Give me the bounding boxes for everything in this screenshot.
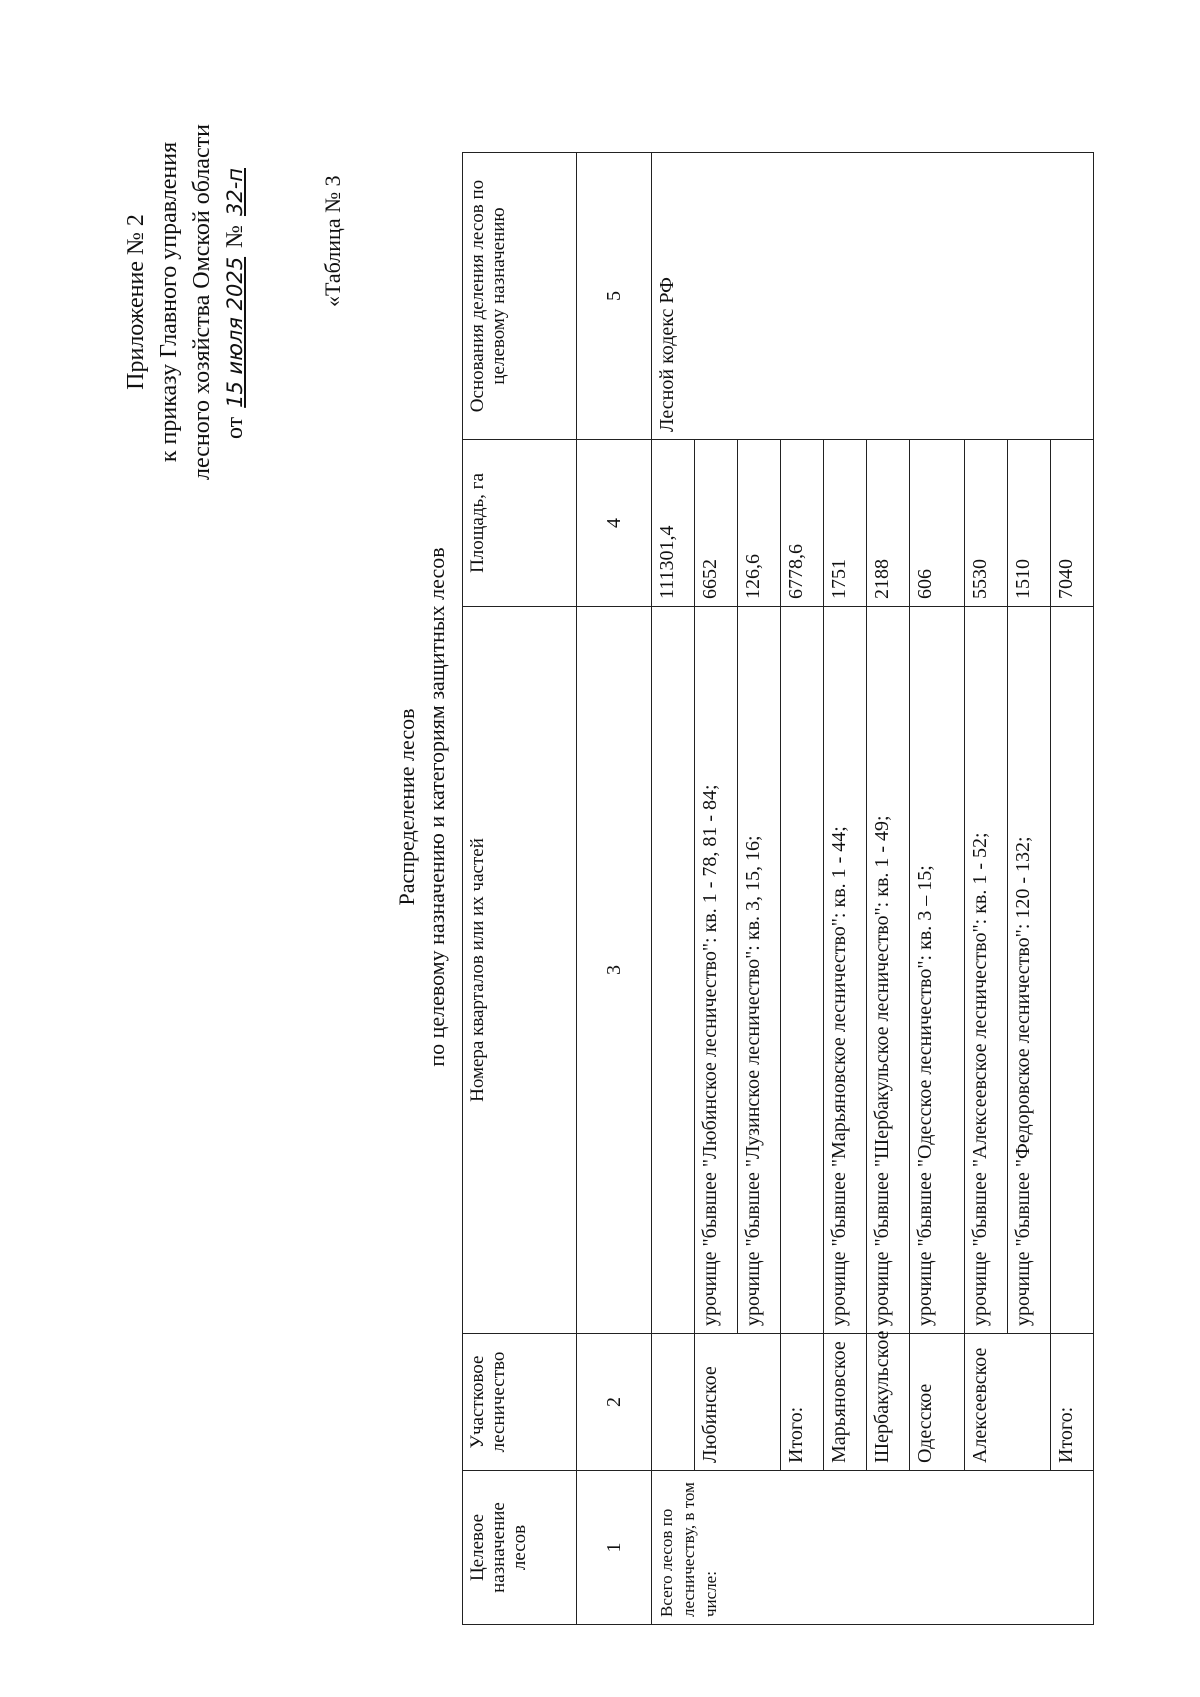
quarters-cell	[652, 607, 695, 1334]
header-quarters: Номера кварталов или их частей	[463, 607, 577, 1334]
quarters-cell	[1051, 607, 1094, 1334]
forestry-cell: Любинское	[695, 1334, 781, 1471]
header-row	[463, 153, 577, 1625]
area-cell: 2188	[867, 440, 910, 607]
forestry-cell: Одесское	[910, 1334, 965, 1471]
col-number: 2	[577, 1334, 652, 1471]
area-cell: 6652	[695, 440, 738, 607]
forestry-cell: Шербакульское	[867, 1334, 910, 1471]
basis-cell: Лесной кодекс РФ	[652, 153, 1094, 440]
title-line-2: по целевому назначению и категориям защитных лесов	[424, 547, 449, 1067]
forestry-cell: Марьяновское	[824, 1334, 867, 1471]
col-number: 1	[577, 1471, 652, 1625]
forestry-cell	[652, 1334, 695, 1471]
quarters-cell: урочище "бывшее "Любинское лесничество": кв. 1 - 78, 81 - 84;	[695, 607, 738, 1334]
header-basis: Основания деления лесов по целевому назначению	[463, 153, 577, 440]
order-reference: к приказу Главного управления	[156, 141, 182, 463]
header-forestry: Участковое лесничество	[463, 1334, 577, 1471]
area-cell: 606	[910, 440, 965, 607]
forestry-cell: Алексеевское	[965, 1334, 1051, 1471]
authority-name: лесного хозяйства Омской области	[189, 124, 215, 480]
quarters-cell: урочище "бывшее "Федоровское лесничество": 120 - 132;	[1008, 607, 1051, 1334]
column-number-row	[577, 153, 652, 1625]
forestry-cell: Итого:	[781, 1334, 824, 1471]
area-cell: 7040	[1051, 440, 1094, 607]
document-title	[392, 77, 452, 1537]
order-date-line	[219, 102, 252, 502]
area-cell: 1510	[1008, 440, 1051, 607]
title-line-1: Распределение лесов	[394, 708, 419, 906]
area-cell: 126,6	[738, 440, 781, 607]
header-area: Площадь, га	[463, 440, 577, 607]
forestry-cell: Итого:	[1051, 1334, 1094, 1471]
handwritten-date: 15 июля 2025	[223, 256, 247, 408]
area-cell: 6778,6	[781, 440, 824, 607]
area-cell: 111301,4	[652, 440, 695, 607]
appendix-number: Приложение № 2	[123, 214, 149, 390]
purpose-cell: Всего лесов по лесничеству, в том числе:	[652, 1471, 1094, 1625]
from-label: от	[222, 416, 248, 440]
table-row	[652, 153, 695, 1625]
col-number: 4	[577, 440, 652, 607]
area-cell: 1751	[824, 440, 867, 607]
quarters-cell: урочище "бывшее "Алексеевское лесничество": кв. 1 - 52;	[965, 607, 1008, 1334]
quarters-cell: урочище "бывшее "Шербакульское лесничество": кв. 1 - 49;	[867, 607, 910, 1334]
quarters-cell: урочище "бывшее "Лузинское лесничество": кв. 3, 15, 16;	[738, 607, 781, 1334]
area-cell: 5530	[965, 440, 1008, 607]
quarters-cell	[781, 607, 824, 1334]
forest-distribution-table	[462, 152, 1094, 1625]
quarters-cell: урочище "бывшее "Марьяновское лесничество": кв. 1 - 44;	[824, 607, 867, 1334]
col-number: 5	[577, 153, 652, 440]
quarters-cell: урочище "бывшее "Одесское лесничество": кв. 3 – 15;	[910, 607, 965, 1334]
table-label: «Таблица № 3	[320, 175, 345, 307]
handwritten-number: 32-п	[223, 168, 247, 217]
col-number: 3	[577, 607, 652, 1334]
header-purpose: Целевое назначение лесов	[463, 1471, 577, 1625]
order-header	[120, 102, 252, 502]
number-label: №	[222, 225, 248, 248]
